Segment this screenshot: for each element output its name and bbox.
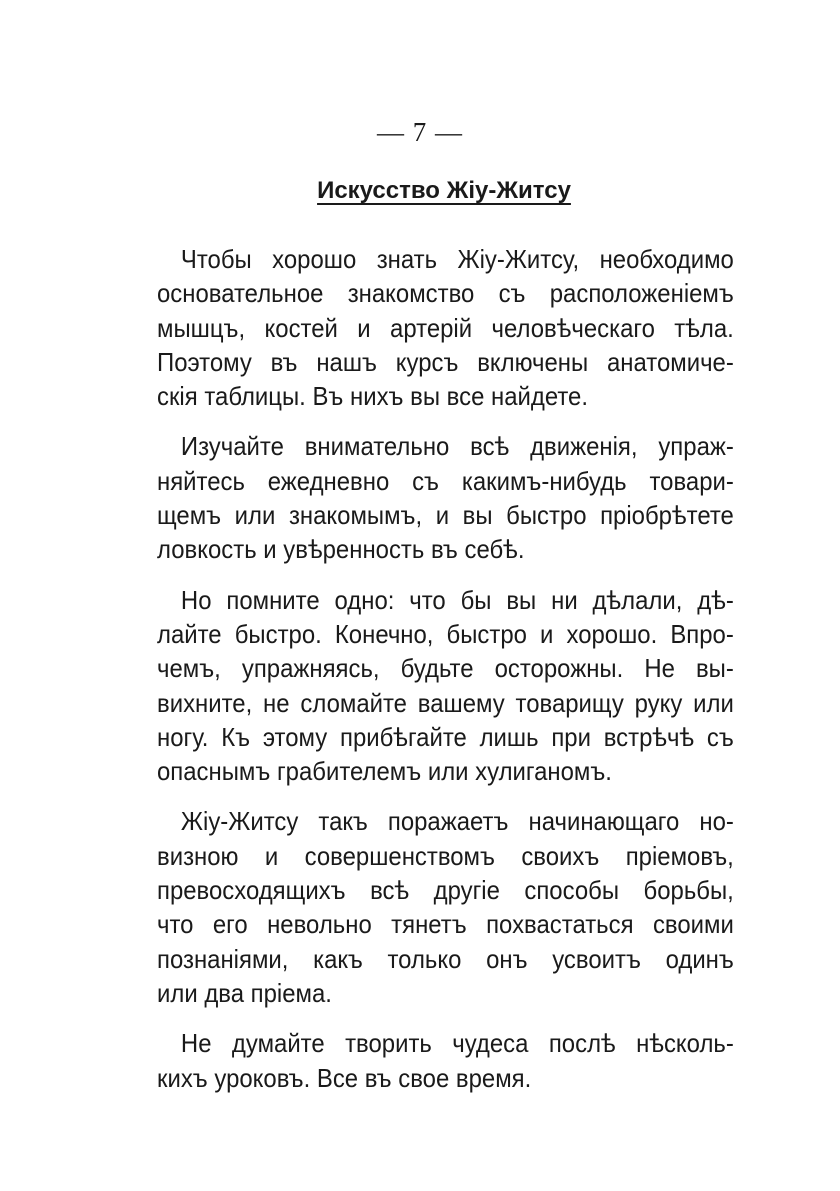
paragraph-1	[157, 242, 734, 413]
text-line: скія таблицы. Въ нихъ вы все найдете.	[157, 381, 589, 412]
text-line: чемъ, упражняясь, будьте осторожны. Не вы-	[157, 653, 734, 684]
text-line: мышцъ, костей и артерій человѣческаго тѣла.	[157, 312, 734, 343]
text-line: кихъ уроковъ. Все въ свое время.	[157, 1062, 532, 1093]
text-line: ногу. Къ этому прибѣгайте лишь при встрѣчѣ съ	[157, 721, 734, 752]
text-line: превосходящихъ всѣ другіе способы борьбы,	[157, 875, 734, 906]
text-line: няйтесь ежедневно съ какимъ-нибудь товари-	[157, 465, 734, 496]
text-line: Но помните одно: что бы вы ни дѣлали, дѣ-	[180, 584, 734, 615]
paragraph-5	[157, 1026, 734, 1095]
text-line: щемъ или знакомымъ, и вы быстро пріобрѣтете	[157, 500, 734, 531]
text-line: визною и совершенствомъ своихъ пріемовъ,	[157, 840, 734, 871]
text-line: что его невольно тянетъ похвастаться своими	[157, 909, 734, 940]
text-line: познаніями, какъ только онъ усвоитъ одинъ	[157, 943, 734, 974]
text-line: или два пріема.	[157, 977, 332, 1008]
paragraph-2	[157, 429, 734, 566]
text-line: основательное знакомство съ расположеніемъ	[157, 278, 734, 309]
section-title: Искусство Жіу-Житсу	[317, 177, 571, 204]
body-text	[157, 242, 734, 1095]
text-line: лайте быстро. Конечно, быстро и хорошо. Впро-	[157, 618, 734, 649]
text-line: Изучайте внимательно всѣ движенія, упраж-	[180, 431, 734, 462]
text-line: опаснымъ грабителемъ или хулиганомъ.	[157, 756, 612, 787]
paragraph-4	[157, 804, 734, 1010]
text-line: ловкость и увѣренность въ себѣ.	[157, 534, 525, 565]
text-line: Не думайте творить чудеса послѣ нѣсколь-	[180, 1028, 734, 1059]
text-line: Поэтому въ нашъ курсъ включены анатомиче-	[157, 346, 734, 377]
page-number: — 7 —	[377, 117, 463, 147]
text-line: Жіу-Житсу такъ поражаетъ начинающаго но-	[180, 806, 734, 837]
text-line: вихните, не сломайте вашему товарищу руку или	[157, 687, 734, 718]
text-line: Чтобы хорошо знать Жіу-Житсу, необходимо	[180, 244, 734, 274]
paragraph-3	[157, 583, 734, 789]
